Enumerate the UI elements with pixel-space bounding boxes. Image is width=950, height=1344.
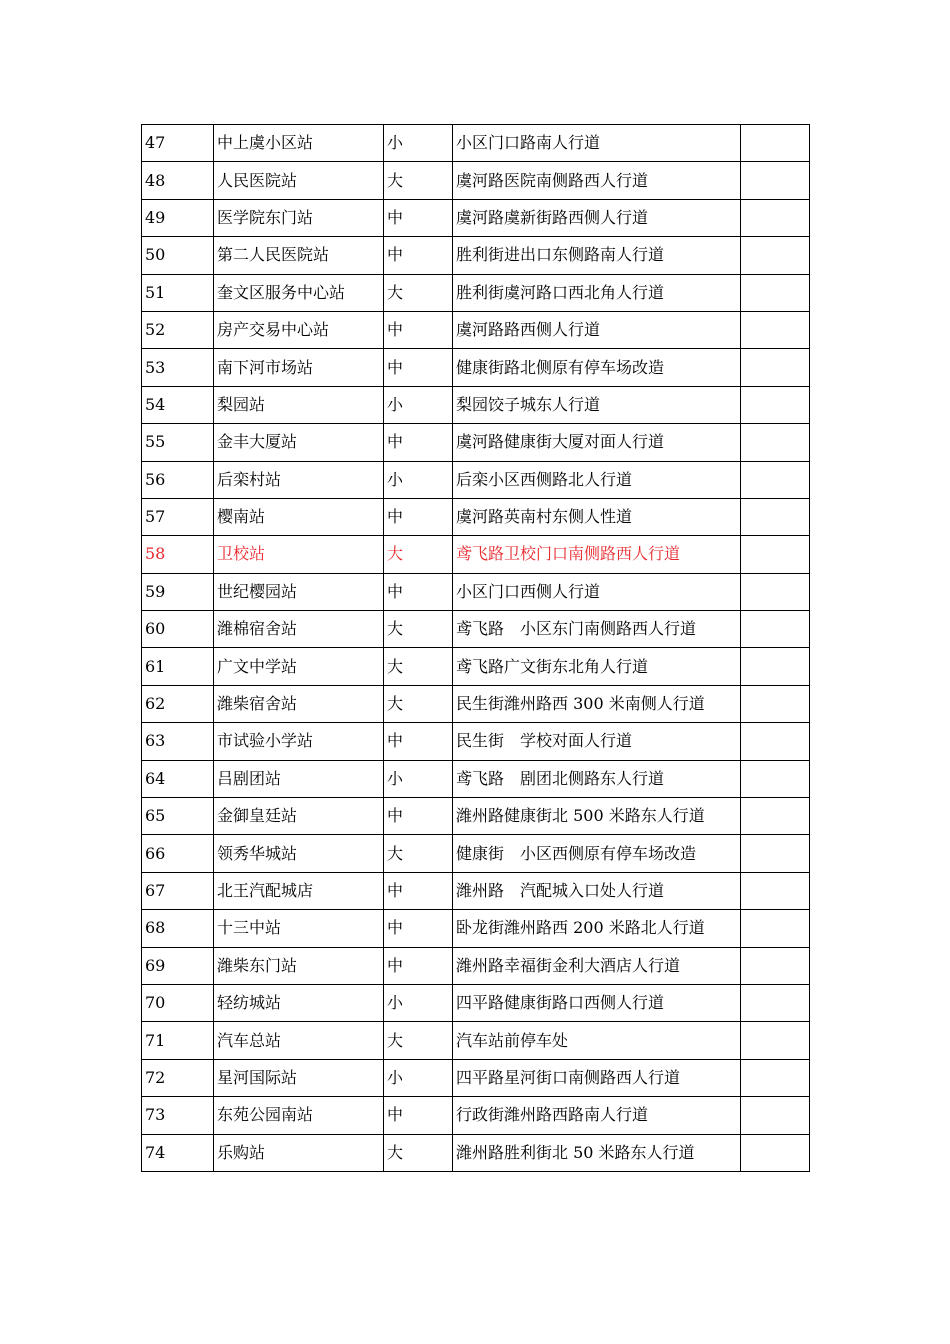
station-size-cell: 大 [384,1022,453,1059]
row-number-cell: 48 [142,162,214,199]
station-name-cell: 南下河市场站 [214,349,384,386]
remarks-cell [741,311,810,348]
station-name-cell: 后栾村站 [214,461,384,498]
row-number-cell: 53 [142,349,214,386]
station-location-cell: 虞河路健康街大厦对面人行道 [453,424,741,461]
station-size-cell: 小 [384,760,453,797]
row-number-cell: 63 [142,723,214,760]
remarks-cell [741,1134,810,1171]
remarks-cell [741,274,810,311]
remarks-cell [741,498,810,535]
table-row [142,162,810,199]
row-number-cell: 61 [142,648,214,685]
table-row [142,835,810,872]
remarks-cell [741,760,810,797]
station-location-cell: 汽车站前停车处 [453,1022,741,1059]
station-size-cell: 大 [384,162,453,199]
station-name-cell: 房产交易中心站 [214,311,384,348]
table-row [142,498,810,535]
table-row [142,1022,810,1059]
station-location-cell: 小区门口西侧人行道 [453,573,741,610]
remarks-cell [741,798,810,835]
row-number-cell: 64 [142,760,214,797]
table-row [142,311,810,348]
table-row [142,237,810,274]
station-location-cell: 潍州路胜利街北 50 米路东人行道 [453,1134,741,1171]
table-row [142,461,810,498]
station-size-cell: 大 [384,536,453,573]
remarks-cell [741,237,810,274]
station-location-cell: 虞河路英南村东侧人性道 [453,498,741,535]
station-name-cell: 潍柴东门站 [214,947,384,984]
station-name-cell: 医学院东门站 [214,199,384,236]
station-size-cell: 小 [384,1059,453,1096]
station-name-cell: 广文中学站 [214,648,384,685]
row-number-cell: 54 [142,386,214,423]
remarks-cell [741,125,810,162]
station-location-cell: 潍州路健康街北 500 米路东人行道 [453,798,741,835]
remarks-cell [741,947,810,984]
table-row [142,1059,810,1096]
remarks-cell [741,199,810,236]
station-size-cell: 大 [384,685,453,722]
station-name-cell: 中上虞小区站 [214,125,384,162]
row-number-cell: 70 [142,984,214,1021]
station-location-cell: 四平路星河街口南侧路西人行道 [453,1059,741,1096]
station-name-cell: 汽车总站 [214,1022,384,1059]
row-number-cell: 50 [142,237,214,274]
station-size-cell: 中 [384,947,453,984]
station-name-cell: 金御皇廷站 [214,798,384,835]
station-size-cell: 中 [384,349,453,386]
table-row [142,611,810,648]
station-name-cell: 潍棉宿舍站 [214,611,384,648]
station-size-cell: 小 [384,984,453,1021]
table-row [142,984,810,1021]
station-size-cell: 大 [384,274,453,311]
table-row [142,386,810,423]
station-size-cell: 中 [384,723,453,760]
station-location-cell: 潍州路 汽配城入口处人行道 [453,872,741,909]
table-row [142,872,810,909]
station-name-cell: 潍柴宿舍站 [214,685,384,722]
station-location-cell: 鸢飞路广文街东北角人行道 [453,648,741,685]
table-row [142,199,810,236]
station-size-cell: 小 [384,125,453,162]
row-number-cell: 60 [142,611,214,648]
remarks-cell [741,573,810,610]
station-size-cell: 大 [384,1134,453,1171]
station-name-cell: 乐购站 [214,1134,384,1171]
row-number-cell: 68 [142,910,214,947]
row-number-cell: 72 [142,1059,214,1096]
station-location-cell: 四平路健康街路口西侧人行道 [453,984,741,1021]
station-table-body [142,125,810,1172]
remarks-cell [741,461,810,498]
row-number-cell: 67 [142,872,214,909]
remarks-cell [741,162,810,199]
row-number-cell: 65 [142,798,214,835]
station-name-cell: 人民医院站 [214,162,384,199]
remarks-cell [741,984,810,1021]
station-location-cell: 后栾小区西侧路北人行道 [453,461,741,498]
station-name-cell: 市试验小学站 [214,723,384,760]
station-location-cell: 虞河路虞新街路西侧人行道 [453,199,741,236]
table-row [142,947,810,984]
station-location-cell: 小区门口路南人行道 [453,125,741,162]
station-location-cell: 鸢飞路 小区东门南侧路西人行道 [453,611,741,648]
station-size-cell: 小 [384,386,453,423]
table-row [142,1134,810,1171]
table-row [142,274,810,311]
row-number-cell: 49 [142,199,214,236]
remarks-cell [741,349,810,386]
station-name-cell: 星河国际站 [214,1059,384,1096]
row-number-cell: 52 [142,311,214,348]
station-size-cell: 大 [384,648,453,685]
station-size-cell: 中 [384,573,453,610]
station-location-cell: 鸢飞路卫校门口南侧路西人行道 [453,536,741,573]
station-name-cell: 卫校站 [214,536,384,573]
station-location-cell: 梨园饺子城东人行道 [453,386,741,423]
station-size-cell: 中 [384,311,453,348]
table-row [142,125,810,162]
row-number-cell: 57 [142,498,214,535]
row-number-cell: 73 [142,1097,214,1134]
station-size-cell: 中 [384,910,453,947]
station-name-cell: 第二人民医院站 [214,237,384,274]
row-number-cell: 66 [142,835,214,872]
table-row [142,760,810,797]
station-size-cell: 中 [384,498,453,535]
station-location-cell: 民生街潍州路西 300 米南侧人行道 [453,685,741,722]
station-size-cell: 中 [384,199,453,236]
remarks-cell [741,386,810,423]
table-row [142,1097,810,1134]
station-location-cell: 虞河路路西侧人行道 [453,311,741,348]
remarks-cell [741,1097,810,1134]
station-location-cell: 行政街潍州路西路南人行道 [453,1097,741,1134]
row-number-cell: 74 [142,1134,214,1171]
station-size-cell: 大 [384,611,453,648]
station-location-cell: 鸢飞路 剧团北侧路东人行道 [453,760,741,797]
row-number-cell: 47 [142,125,214,162]
station-size-cell: 大 [384,835,453,872]
remarks-cell [741,1059,810,1096]
station-name-cell: 北王汽配城店 [214,872,384,909]
table-row [142,648,810,685]
station-location-cell: 健康街 小区西侧原有停车场改造 [453,835,741,872]
row-number-cell: 62 [142,685,214,722]
table-row [142,349,810,386]
station-location-cell: 胜利街进出口东侧路南人行道 [453,237,741,274]
station-name-cell: 世纪樱园站 [214,573,384,610]
table-row [142,573,810,610]
station-name-cell: 轻纺城站 [214,984,384,1021]
table-row [142,910,810,947]
remarks-cell [741,685,810,722]
table-row [142,723,810,760]
remarks-cell [741,1022,810,1059]
remarks-cell [741,536,810,573]
remarks-cell [741,611,810,648]
station-size-cell: 中 [384,872,453,909]
remarks-cell [741,872,810,909]
station-size-cell: 中 [384,237,453,274]
station-table [141,124,810,1172]
station-size-cell: 中 [384,798,453,835]
station-location-cell: 胜利街虞河路口西北角人行道 [453,274,741,311]
table-row [142,536,810,573]
station-location-cell: 民生街 学校对面人行道 [453,723,741,760]
station-name-cell: 十三中站 [214,910,384,947]
station-size-cell: 中 [384,1097,453,1134]
row-number-cell: 71 [142,1022,214,1059]
table-row [142,685,810,722]
station-size-cell: 中 [384,424,453,461]
table-row [142,798,810,835]
station-size-cell: 小 [384,461,453,498]
station-name-cell: 金丰大厦站 [214,424,384,461]
row-number-cell: 55 [142,424,214,461]
remarks-cell [741,723,810,760]
station-location-cell: 虞河路医院南侧路西人行道 [453,162,741,199]
remarks-cell [741,424,810,461]
row-number-cell: 51 [142,274,214,311]
station-location-cell: 健康街路北侧原有停车场改造 [453,349,741,386]
row-number-cell: 58 [142,536,214,573]
station-location-cell: 潍州路幸福街金利大酒店人行道 [453,947,741,984]
station-name-cell: 领秀华城站 [214,835,384,872]
station-name-cell: 樱南站 [214,498,384,535]
table-row [142,424,810,461]
row-number-cell: 59 [142,573,214,610]
station-name-cell: 吕剧团站 [214,760,384,797]
remarks-cell [741,910,810,947]
remarks-cell [741,835,810,872]
station-name-cell: 梨园站 [214,386,384,423]
station-location-cell: 卧龙街潍州路西 200 米路北人行道 [453,910,741,947]
row-number-cell: 56 [142,461,214,498]
station-name-cell: 奎文区服务中心站 [214,274,384,311]
row-number-cell: 69 [142,947,214,984]
station-name-cell: 东苑公园南站 [214,1097,384,1134]
remarks-cell [741,648,810,685]
